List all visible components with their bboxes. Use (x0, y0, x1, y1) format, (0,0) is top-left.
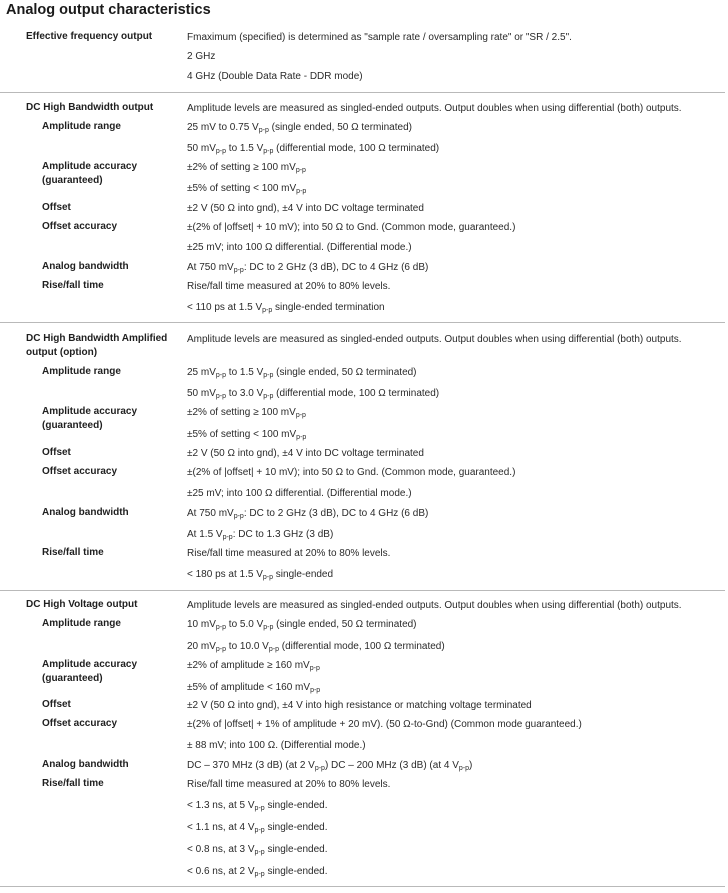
value-s3-offset-accuracy-1: ±(2% of |offset| + 1% of amplitude + 20 mV). (50 Ω-to-Gnd) (Common mode guaranteed.) (187, 719, 582, 730)
section-divider (0, 886, 725, 887)
value-s2-rise-fall-2: < 180 ps at 1.5 $V_{p-p}$ single-ended (187, 569, 334, 581)
value-s3-amplitude-range-2: 20 $mV_{p-p}$ to 10.0 $V_{p-p}$ (differential mode, 100 Ω terminated) (187, 641, 445, 653)
value-s3-rise-fall-4: < 0.8 ns, at 3 $V_{p-p}$ single-ended. (187, 844, 328, 856)
value-s1-analog-bandwidth: At 750 $mV_{p-p}$: DC to 2 GHz (3 dB), DC to 4 GHz (6 dB) (187, 262, 429, 274)
value-effective-frequency-3: 4 GHz (Double Data Rate - DDR mode) (187, 71, 363, 82)
label-offset-accuracy: Offset accuracy (42, 718, 118, 729)
value-s3-rise-fall-5: < 0.6 ns, at 2 $V_{p-p}$ single-ended. (187, 866, 328, 878)
value-s3-intro: Amplitude levels are measured as singled-ended outputs. Output doubles when using differential (both) outputs. (187, 600, 682, 611)
label-rise-fall-time: Rise/fall time (42, 547, 104, 558)
label-amplitude-accuracy: Amplitude accuracy (42, 161, 138, 172)
label-rise-fall-time: Rise/fall time (42, 280, 104, 291)
value-effective-frequency-2: 2 GHz (187, 51, 216, 62)
value-s1-amplitude-accuracy-1: ±2% of setting ≥ 100 $mV_{p-p}$ (187, 162, 306, 174)
value-s2-rise-fall-1: Rise/fall time measured at 20% to 80% levels. (187, 548, 391, 559)
value-s2-analog-bandwidth-1: At 750 $mV_{p-p}$: DC to 2 GHz (3 dB), DC to 4 GHz (6 dB) (187, 508, 429, 520)
value-s3-amplitude-accuracy-2: ±5% of amplitude < 160 $mV_{p-p}$ (187, 682, 321, 694)
label-amplitude-range: Amplitude range (42, 618, 121, 629)
label-offset-accuracy: Offset accuracy (42, 466, 118, 477)
value-s1-amplitude-range-1: 25 mV to 0.75 $V_{p-p}$ (single ended, 50 Ω terminated) (187, 122, 412, 134)
value-s3-rise-fall-1: Rise/fall time measured at 20% to 80% levels. (187, 779, 391, 790)
label-offset: Offset (42, 447, 71, 458)
value-s2-amplitude-range-1: 25 $mV_{p-p}$ to 1.5 $V_{p-p}$ (single ended, 50 Ω terminated) (187, 367, 417, 379)
value-s3-rise-fall-2: < 1.3 ns, at 5 $V_{p-p}$ single-ended. (187, 800, 328, 812)
label-analog-bandwidth: Analog bandwidth (42, 759, 129, 770)
value-s1-offset: ±2 V (50 Ω into gnd), ±4 V into DC voltage terminated (187, 203, 424, 214)
label-amplitude-accuracy: Amplitude accuracy (42, 659, 138, 670)
value-s1-offset-accuracy-1: ±(2% of |offset| + 10 mV); into 50 Ω to Gnd. (Common mode, guaranteed.) (187, 222, 516, 233)
value-s2-offset-accuracy-2: ±25 mV; into 100 Ω differential. (Differential mode.) (187, 488, 412, 499)
value-s1-intro: Amplitude levels are measured as singled-ended outputs. Output doubles when using differential (both) outputs. (187, 103, 682, 114)
label-analog-bandwidth: Analog bandwidth (42, 507, 129, 518)
value-s2-offset: ±2 V (50 Ω into gnd), ±4 V into DC voltage terminated (187, 448, 424, 459)
label-analog-bandwidth: Analog bandwidth (42, 261, 129, 272)
value-s2-amplitude-range-2: 50 $mV_{p-p}$ to 3.0 $V_{p-p}$ (differential mode, 100 Ω terminated) (187, 388, 440, 400)
value-s1-amplitude-range-2: 50 $mV_{p-p}$ to 1.5 $V_{p-p}$ (differential mode, 100 Ω terminated) (187, 143, 440, 155)
value-s2-amplitude-accuracy-2: ±5% of setting < 100 $mV_{p-p}$ (187, 429, 307, 441)
label-guaranteed: (guaranteed) (42, 175, 103, 186)
value-s3-offset: ±2 V (50 Ω into gnd), ±4 V into high resistance or matching voltage terminated (187, 700, 532, 711)
value-s2-intro: Amplitude levels are measured as singled-ended outputs. Output doubles when using differential (both) outputs. (187, 334, 682, 345)
value-s1-offset-accuracy-2: ±25 mV; into 100 Ω differential. (Differential mode.) (187, 242, 412, 253)
value-s1-rise-fall-2: < 110 ps at 1.5 $V_{p-p}$ single-ended termination (187, 302, 385, 314)
label-amplitude-accuracy: Amplitude accuracy (42, 406, 138, 417)
value-s2-analog-bandwidth-2: At 1.5 $V_{p-p}$: DC to 1.3 GHz (3 dB) (187, 529, 334, 541)
label-offset: Offset (42, 202, 71, 213)
value-s3-analog-bandwidth: DC – 370 MHz (3 dB) (at 2 $V_{p-p}$) DC – 200 MHz (3 dB) (at 4 $V_{p-p}$) (187, 760, 473, 772)
label-amplitude-range: Amplitude range (42, 121, 121, 132)
value-effective-frequency-1: Fmaximum (specified) is determined as "sample rate / oversampling rate" or "SR / 2.5". (187, 32, 572, 43)
label-guaranteed: (guaranteed) (42, 420, 103, 431)
section-divider (0, 322, 725, 323)
label-offset: Offset (42, 699, 71, 710)
section-divider (0, 590, 725, 591)
section-divider (0, 92, 725, 93)
label-offset-accuracy: Offset accuracy (42, 221, 118, 232)
page-title: Analog output characteristics (6, 2, 211, 18)
value-s2-offset-accuracy-1: ±(2% of |offset| + 10 mV); into 50 Ω to Gnd. (Common mode, guaranteed.) (187, 467, 516, 478)
section-heading-dc-high-bandwidth-amplified: DC High Bandwidth Amplified (26, 333, 168, 344)
section-heading-dc-high-bandwidth: DC High Bandwidth output (26, 102, 154, 113)
value-s1-amplitude-accuracy-2: ±5% of setting < 100 $mV_{p-p}$ (187, 183, 307, 195)
value-s2-amplitude-accuracy-1: ±2% of setting ≥ 100 $mV_{p-p}$ (187, 407, 306, 419)
section-heading-option: output (option) (26, 347, 98, 358)
label-effective-frequency-output: Effective frequency output (26, 31, 153, 42)
label-amplitude-range: Amplitude range (42, 366, 121, 377)
value-s3-amplitude-accuracy-1: ±2% of amplitude ≥ 160 $mV_{p-p}$ (187, 660, 320, 672)
label-rise-fall-time: Rise/fall time (42, 778, 104, 789)
value-s3-offset-accuracy-2: ± 88 mV; into 100 Ω. (Differential mode.) (187, 740, 366, 751)
value-s1-rise-fall-1: Rise/fall time measured at 20% to 80% levels. (187, 281, 391, 292)
section-heading-dc-high-voltage: DC High Voltage output (26, 599, 138, 610)
value-s3-amplitude-range-1: 10 $mV_{p-p}$ to 5.0 $V_{p-p}$ (single ended, 50 Ω terminated) (187, 619, 417, 631)
label-guaranteed: (guaranteed) (42, 673, 103, 684)
value-s3-rise-fall-3: < 1.1 ns, at 4 $V_{p-p}$ single-ended. (187, 822, 328, 834)
